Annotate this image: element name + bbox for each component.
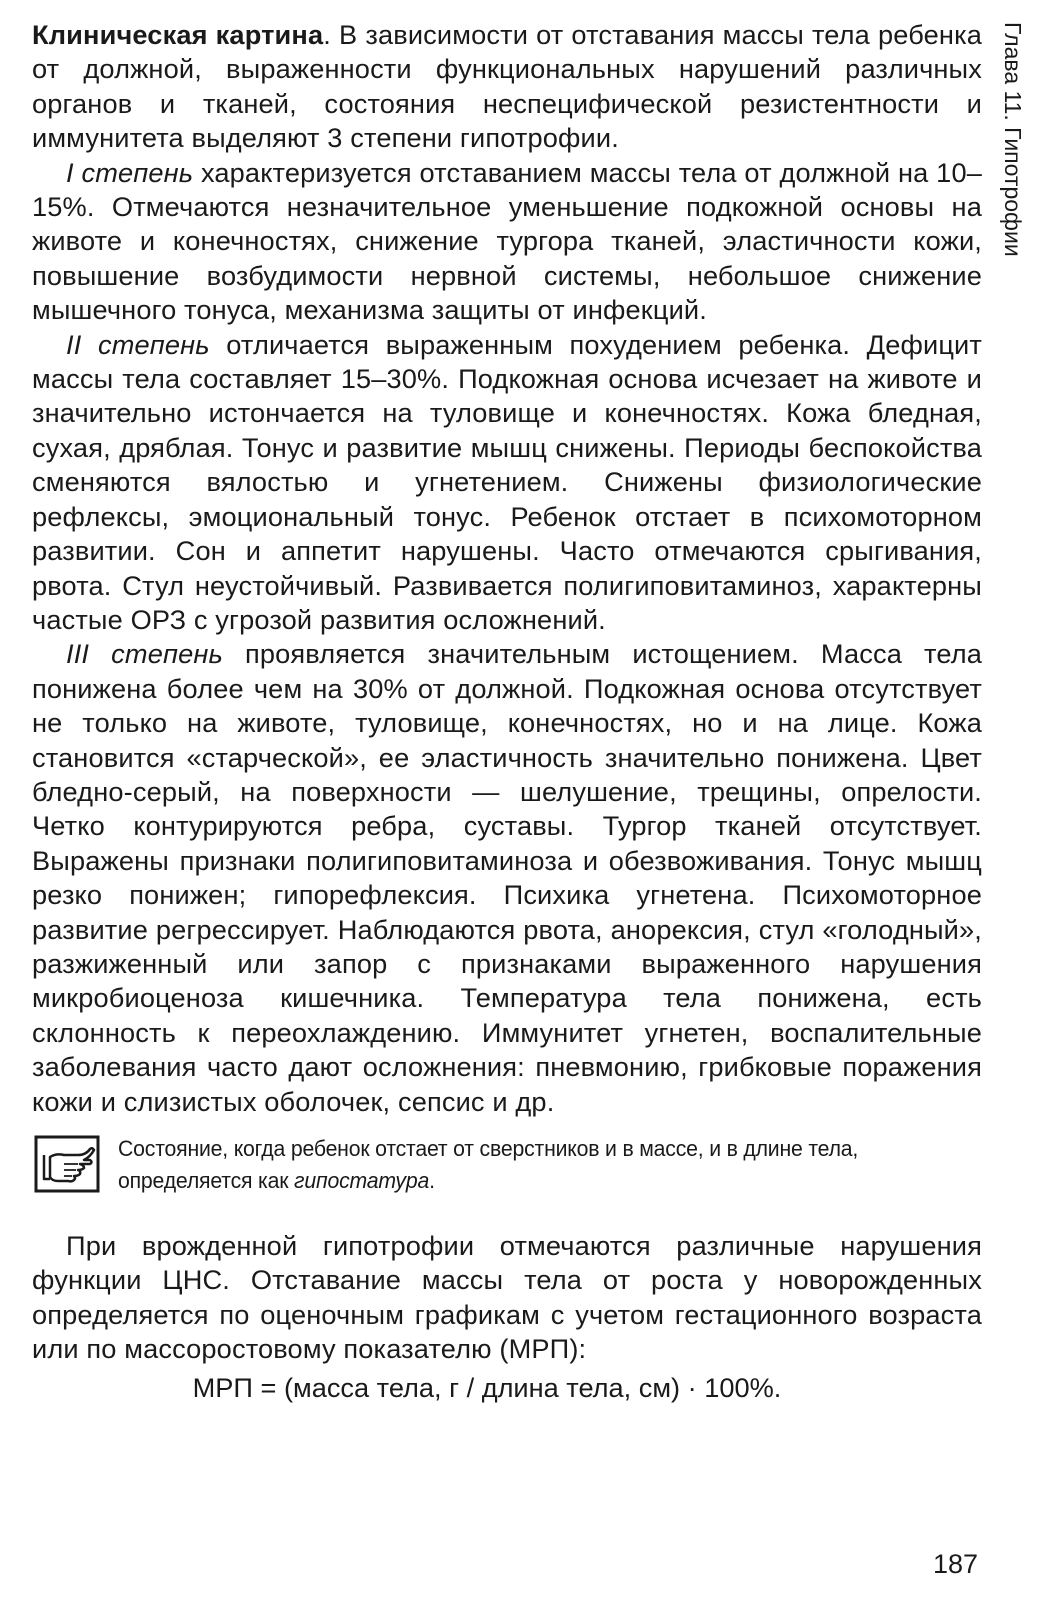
degree-3-label: III степень [66,638,223,670]
paragraph-clinical-picture [32,18,982,156]
paragraph-text: При врожденной гипотрофии отмечаются различные нарушения функции ЦНС. Отставание массы тела от роста у новорожденных определяется по оценочным графикам с учетом гестационного возраста или по массоростовому показателю (МРП): [32,1230,982,1365]
note-box [32,1133,982,1203]
heading-clinical-picture: Клиническая картина [32,19,324,50]
note-body: Состояние, когда ребенок отстает от сверстников и в массе, и в длине тела, определяется как [118,1136,859,1193]
paragraph-text: отличается выраженным похудением ребенка. Дефицит массы тела составляет 15–30%. Подкожная основа исчезает на животе и значительно истончается на туловище и конечностях. Кожа бледная, сухая, дряблая. Тонус и развитие мышц снижены. Периоды беспокойства сменяются вялостью и угнетением. Снижены физиологические рефлексы, эмоциональный тонус. Ребенок отстает в психомоторном развитии. Сон и аппетит нарушены. Часто отмечаются срыгивания, рвота. Стул неустойчивый. Развивается полигиповитаминоз, характерны частые ОРЗ с угрозой развития осложнений. [32,328,982,635]
paragraph-text: характеризуется отставанием массы тела от должной на 10–15%. Отмечаются незначительное уменьшение подкожной основы на животе и конечностях, снижение тургора тканей, эластичности кожи, повышение возбудимости нервной системы, небольшое снижение мышечного тонуса, механизма защиты от инфекций. [32,156,982,326]
note-end: . [429,1168,435,1193]
formula-mrp: МРП = (масса тела, г / длина тела, см) · 100%. [192,1371,782,1403]
page-body [32,18,982,1405]
degree-2-label: II степень [66,328,210,360]
chapter-running-title [993,22,1033,312]
note-term: гипостатура [294,1168,430,1193]
chapter-title-text: Глава 11. Гипотрофии [1000,22,1026,257]
degree-1-label: I степень [66,156,194,188]
paragraph-degree-1 [32,156,982,328]
page-number: 187 [932,1549,978,1579]
paragraph-text: проявляется значительным истощением. Масса тела понижена более чем на 30% от должной. Подкожная основа отсутствует не только на животе, туловище, конечностях, но и на лице. Кожа становится «старческой», ее эластичность значительно понижена. Цвет бледно-серый, на поверхности — шелушение, трещины, опрелости. Четко контурируются ребра, суставы. Тургор тканей отсутствует. Выражены признаки полигиповитаминоза и обезвоживания. Тонус мышц резко понижен; гипорефлексия. Психика угнетена. Психомоторное развитие регрессирует. Наблюдаются рвота, анорексия, стул «голодный», разжиженный или запор с признаками выраженного нарушения микробиоценоза кишечника. Температура тела понижена, есть склонность к переохлаждению. Иммунитет угнетен, воспалительные заболевания часто дают осложнения: пневмонию, грибковые поражения кожи и слизистых оболочек, сепсис и др. [32,638,982,1117]
pointing-hand-icon [34,1135,100,1193]
note-text [118,1133,930,1197]
paragraph-congenital [32,1229,982,1367]
paragraph-degree-3 [32,637,982,1119]
paragraph-text: . В зависимости от отставания массы тела ребенка от должной, выраженности функциональных нарушений различных органов и тканей, состояния неспецифической резистентности и иммунитета выделяют 3 степени гипотрофии. [32,19,982,154]
paragraph-degree-2 [32,328,982,638]
